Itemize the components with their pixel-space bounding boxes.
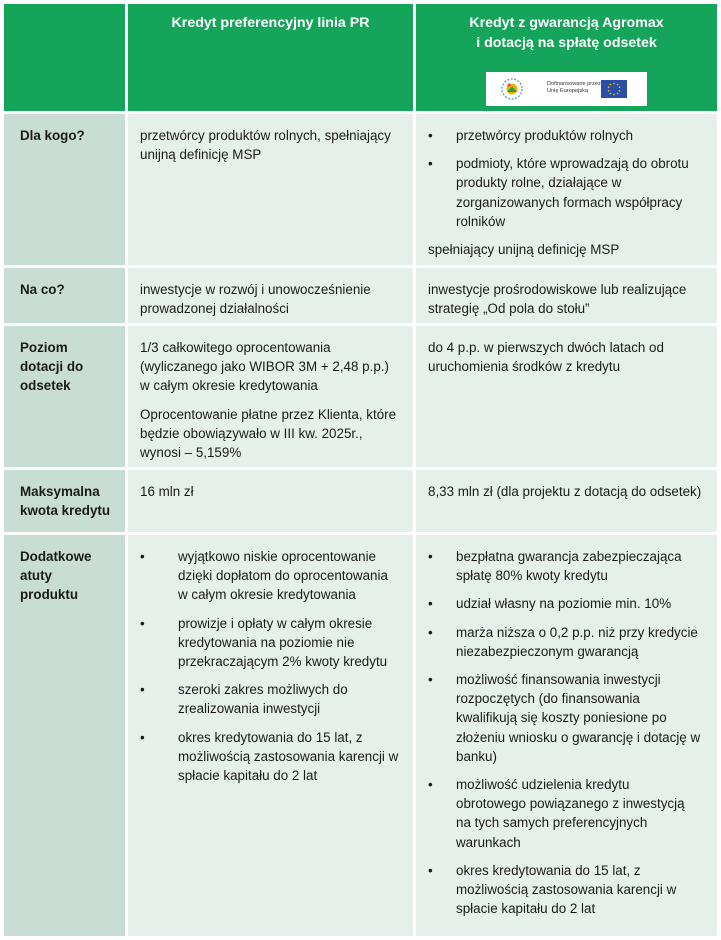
row-subsidy-col1 bbox=[128, 326, 413, 467]
row-who-col2 bbox=[416, 114, 717, 265]
logo-caption: Dofinansowane przez Unię Europejską bbox=[547, 81, 601, 94]
list-item: • udział własny na poziomie min. 10% bbox=[428, 594, 703, 613]
row-who-col2-note: spełniający unijną definicję MSP bbox=[428, 242, 620, 258]
subsidy-paragraph-1: 1/3 całkowitego oprocentowania (wyliczanego jako WIBOR 3M + 2,48 p.p.) w całym okresie kredytowania bbox=[140, 340, 389, 394]
list-item: • marża niższa o 0,2 p.p. niż przy kredycie niezabezpieczonym gwarancją bbox=[428, 623, 703, 661]
row-max-col1: 16 mln zł bbox=[128, 470, 413, 532]
list-item: • prowizje i opłaty w całym okresie kredytowania na poziomie nie przekraczającym 2% kwoty kredytu bbox=[140, 614, 399, 672]
program-logo-icon bbox=[500, 77, 524, 101]
row-what-col2: inwestycje prośrodowiskowe lub realizujące strategię „Od pola do stołu” bbox=[416, 268, 717, 323]
list-item: • szeroki zakres możliwych do zrealizowania inwestycji bbox=[140, 680, 399, 718]
row-max-label: Maksymalna kwota kredytu bbox=[4, 470, 125, 532]
header-col1-title: Kredyt preferencyjny linia PR bbox=[171, 15, 370, 31]
subsidy-paragraph-2: Oprocentowanie płatne przez Klienta, które będzie obowiązywało w III kw. 2025r., wynosi – 5,159% bbox=[140, 406, 397, 461]
row-extras-label: Dodatkowe atuty produktu bbox=[4, 535, 125, 936]
row-subsidy-col2: do 4 p.p. w pierwszych dwóch latach od uruchomienia środków z kredytu bbox=[416, 326, 717, 467]
list-item: • wyjątkowo niskie oprocentowanie dzięki dopłatom do oprocentowania w całym okresie kredytowania bbox=[140, 547, 399, 605]
list-item: • możliwość finansowania inwestycji rozpoczętych (do finansowania kwalifikują się koszty poniesione po złożeniu wniosku o gwarancję i dotację w banku) bbox=[428, 670, 703, 766]
list-item: • okres kredytowania do 15 lat, z możliwością zastosowania karencji w spłacie kapitału do 2 lat bbox=[428, 861, 703, 919]
row-extras-col2 bbox=[416, 535, 717, 936]
header-col2-title-line1: Kredyt z gwarancją Agromax bbox=[469, 15, 664, 31]
list-item: • podmioty, które wprowadzają do obrotu produkty rolne, działające w zorganizowanych formach współpracy rolników bbox=[428, 154, 703, 231]
row-who-col1: przetwórcy produktów rolnych, spełniający unijną definicję MSP bbox=[128, 114, 413, 265]
header-col2-title-line2: i dotacją na spłatę odsetek bbox=[476, 35, 657, 51]
header-col1 bbox=[128, 4, 413, 111]
row-what-col1: inwestycje w rozwój i unowocześnienie prowadzonej działalności bbox=[128, 268, 413, 323]
list-item: • okres kredytowania do 15 lat, z możliwością zastosowania karencji w spłacie kapitału do 2 lat bbox=[140, 728, 399, 786]
row-extras-col1 bbox=[128, 535, 413, 936]
row-who-label: Dla kogo? bbox=[4, 114, 125, 265]
list-item: • możliwość udzielenia kredytu obrotowego powiązanego z inwestycją na tych samych preferencyjnych warunkach bbox=[428, 775, 703, 852]
eu-flag-icon bbox=[601, 80, 627, 98]
row-max-col2: 8,33 mln zł (dla projektu z dotacją do odsetek) bbox=[416, 470, 717, 532]
header-empty-cell bbox=[4, 4, 125, 111]
cofinancing-logo bbox=[486, 72, 647, 106]
list-item: • bezpłatna gwarancja zabezpieczająca spłatę 80% kwoty kredytu bbox=[428, 547, 703, 585]
list-item: • przetwórcy produktów rolnych bbox=[428, 126, 703, 145]
row-subsidy-label: Poziom dotacji do odsetek bbox=[4, 326, 125, 467]
row-what-label: Na co? bbox=[4, 268, 125, 323]
